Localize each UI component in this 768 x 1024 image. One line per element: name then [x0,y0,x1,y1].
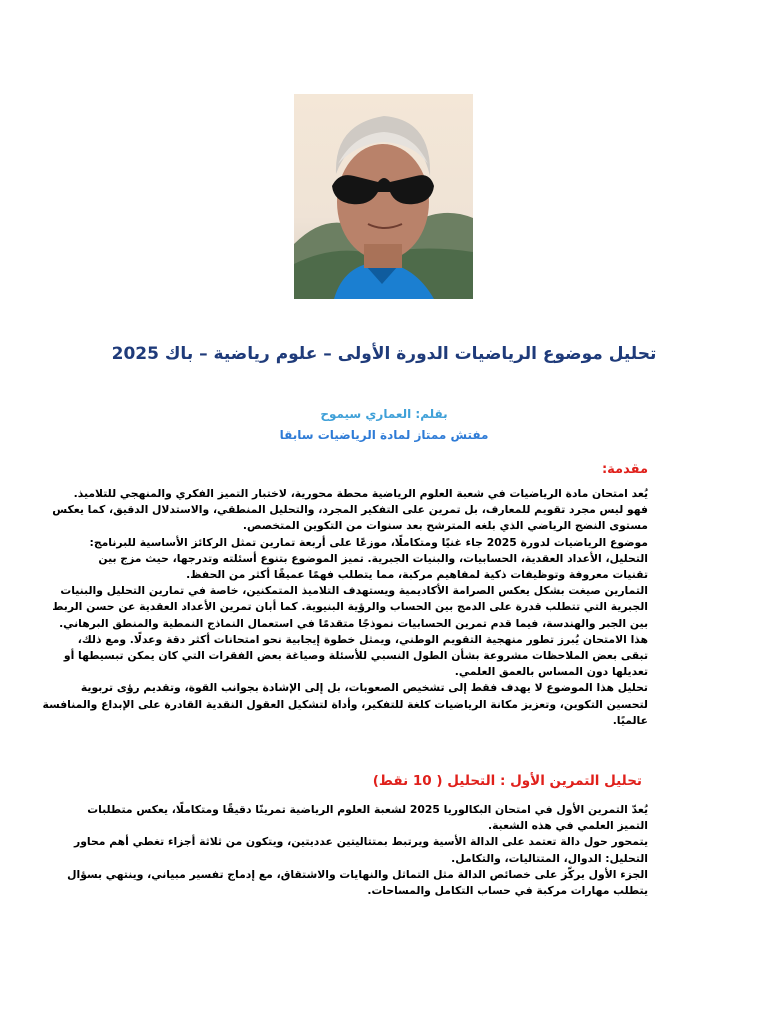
text-line: موضوع الرياضيات لدورة 2025 جاء غنيًا ومتكاملًا، موزعًا على أربعة تمارين تمثل الركائز الأساسية للبرنامج: [89,535,648,549]
author-name: بقلم: العماري سيموح [320,407,448,421]
text-line: التمارين صيغت بشكل يعكس الصرامة الأكاديمية ويستهدف التلاميذ المتمكنين، خاصة في تمارين التحليل والبنيات [60,584,648,598]
author-role: مفتش ممتاز لمادة الرياضيات سابقا [279,428,489,442]
text-line: لتحسين التكوين، وتعزيز مكانة الرياضيات كلغة للتفكير، وأداة لتشكيل العقول النقدية القادرة على الإبداع والمنافسة [42,697,648,711]
intro-paragraph [42,486,648,729]
page-title: تحليل موضوع الرياضيات الدورة الأولى – علوم رياضية – باك 2025 [111,344,657,364]
text-line: بين الجبر والهندسة، فيما قدم تمرين الحسابيات نموذجًا متقدمًا في استعمال النماذج النمطية والمنطق البرهاني. [59,616,648,630]
text-line: يُعد امتحان مادة الرياضيات في شعبة العلوم الرياضية محطة محورية، لاختبار التميز الفكري والمنهجي للتلاميذ. [73,487,648,500]
author-photo [294,94,473,299]
text-line: تقنيات معروفة وتوظيفات ذكية لمفاهيم مركبة، مما يتطلب فهمًا عميقًا أكثر من الحفظ. [186,568,648,582]
text-line: يتطلب مهارات مركبة في حساب التكامل والمساحات. [367,884,648,898]
intro-heading: مقدمة: [601,462,648,477]
text-line: الجبرية التي تتطلب قدرة على الدمج بين الحساب والرؤية البنيوية. كما أبان تمرين الأعداد العقدية عن حسن الربط [52,600,648,614]
text-line: مستوى النضج الرياضي الذي بلغه المترشح بعد سنوات من التكوين المتخصص. [242,519,648,533]
exercise1-heading: تحليل التمرين الأول : التحليل ( 10 نقط) [372,773,642,789]
exercise1-paragraph [67,802,648,899]
text-line: التميز العلمي في هذه الشعبة. [488,819,648,833]
text-line: التحليل: الدوال، المتتاليات، والتكامل. [451,851,648,865]
text-line: فهو ليس مجرد تقويم للمعارف، بل تمرين على التفكير المجرد، والتحليل المنطقي، والاستدلال الدقيق، كما يعكس [52,503,648,517]
text-line: تبقى بعض الملاحظات مشروعة بشأن الطول النسبي للأسئلة وصياغة بعض الفقرات التي كان يمكن تبسيطها أو [63,649,648,663]
text-line: تعديلها دون المساس بالعمق العلمي. [454,665,648,679]
text-line: عالميًا. [612,713,648,727]
text-line: هذا الامتحان يُبرز تطور منهجية التقويم الوطني، ويمثل خطوة إيجابية نحو امتحانات أكثر دقة وعدلًا. ومع ذلك، [77,632,648,646]
text-line: التحليل، الأعداد العقدية، الحسابيات، والبنيات الجبرية. تميز الموضوع بتنوع أسئلته وتدرجها، حيث مزج بين [98,551,648,565]
text-line: تحليل هذا الموضوع لا يهدف فقط إلى تشخيص الصعوبات، بل إلى الإشادة بجوانب القوة، وتقديم رؤى تربوية [80,681,648,695]
text-line: الجزء الأول يركّز على خصائص الدالة مثل التماثل والنهايات والاشتقاق، مع إدماج تفسير مبياني، وينتهي بسؤال [67,867,648,881]
text-line: يتمحور حول دالة تعتمد على الدالة الأسية ويرتبط بمتتاليتين عدديتين، ويتكون من ثلاثة أجزاء تغطي أهم محاور [73,835,648,849]
text-line: يُعدّ التمرين الأول في امتحان البكالوريا 2025 لشعبة العلوم الرياضية تمرينًا دقيقًا ومتكاملًا، يعكس متطلبات [87,803,648,816]
